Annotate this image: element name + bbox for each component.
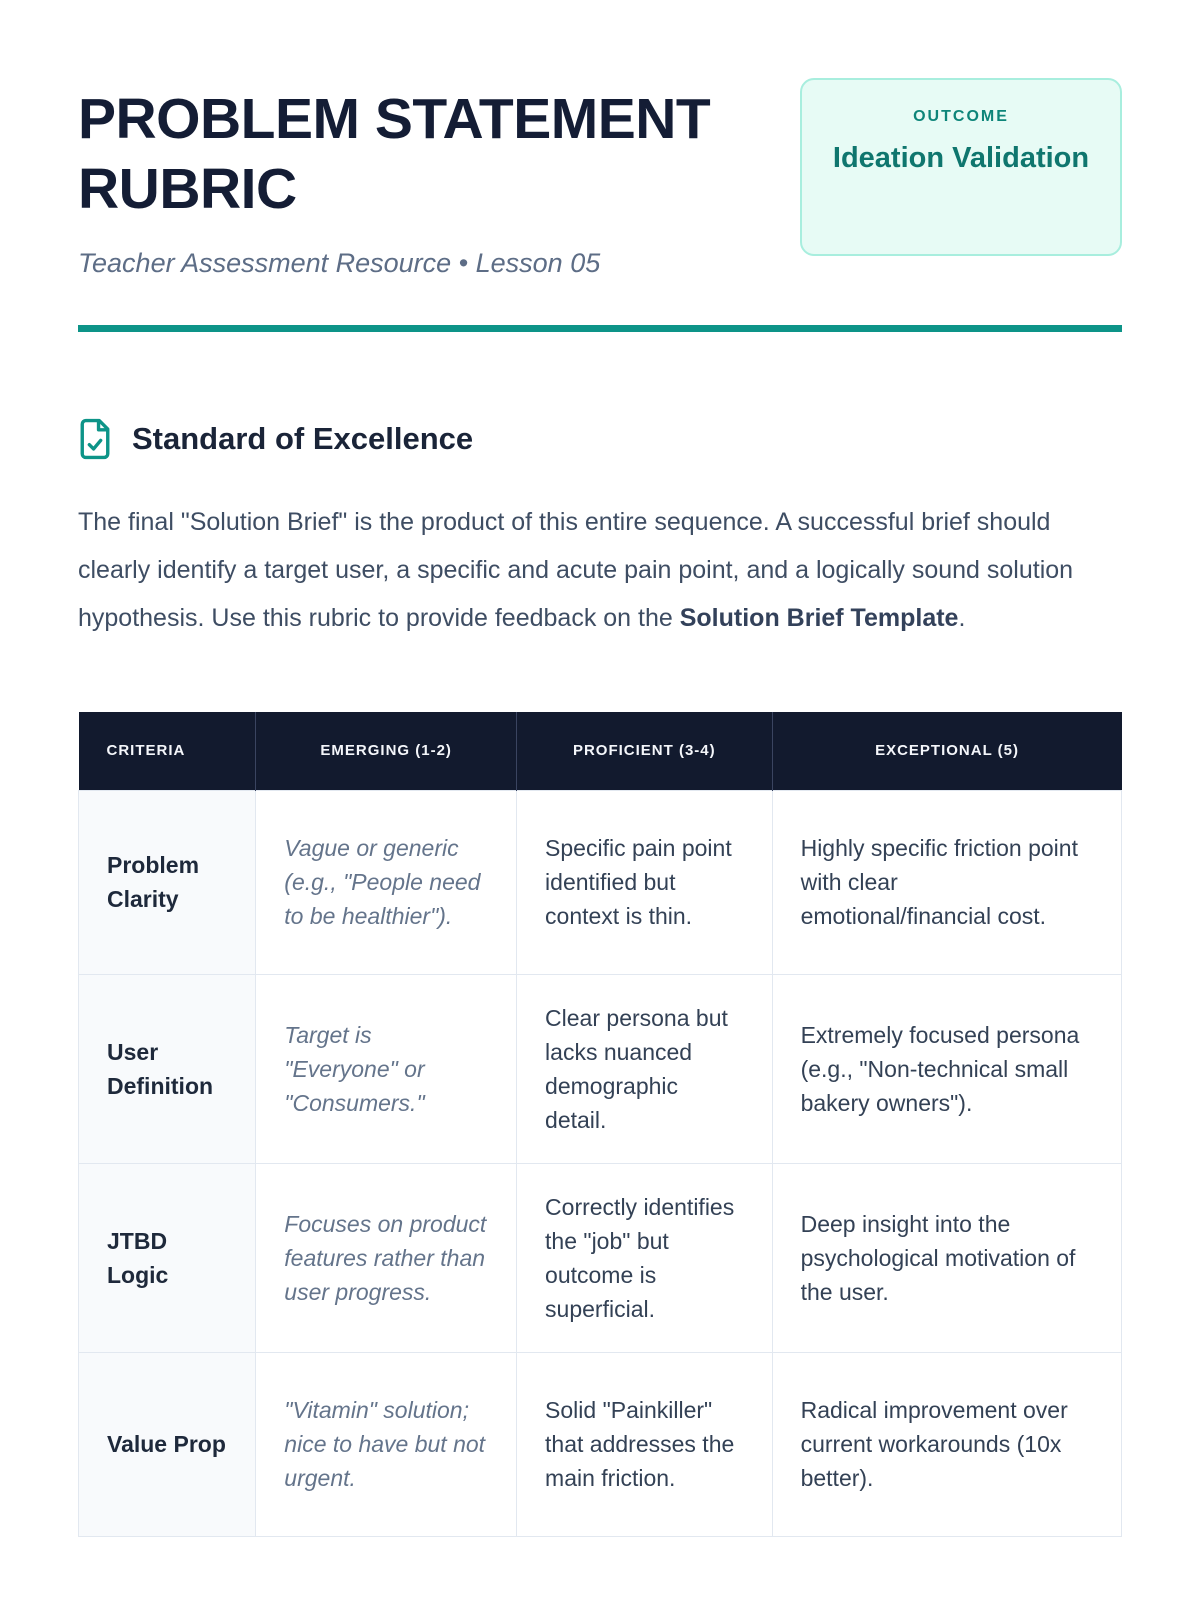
intro-bold-text: Solution Brief Template xyxy=(679,604,959,632)
exceptional-cell: Deep insight into the psychological motivation of the user. xyxy=(772,1163,1121,1352)
emerging-cell: Target is "Everyone" or "Consumers." xyxy=(256,974,517,1163)
intro-paragraph xyxy=(78,498,1098,642)
exceptional-cell: Radical improvement over current workarounds (10x better). xyxy=(772,1352,1121,1536)
criteria-cell: Value Prop xyxy=(79,1352,256,1536)
outcome-badge-value: Ideation Validation xyxy=(832,142,1090,174)
page-subtitle: Teacher Assessment Resource • Lesson 05 xyxy=(78,248,601,278)
document-header xyxy=(78,84,1122,279)
divider-rule xyxy=(78,325,1122,332)
table-row-user-definition xyxy=(79,974,1122,1163)
proficient-cell: Clear persona but lacks nuanced demographic detail. xyxy=(517,974,773,1163)
section-heading xyxy=(78,418,1122,460)
table-row-jtbd-logic xyxy=(79,1163,1122,1352)
file-check-icon xyxy=(78,418,112,460)
column-header-criteria: CRITERIA xyxy=(79,712,256,790)
exceptional-cell: Extremely focused persona (e.g., "Non-technical small bakery owners"). xyxy=(772,974,1121,1163)
proficient-cell: Correctly identifies the "job" but outcome is superficial. xyxy=(517,1163,773,1352)
standard-of-excellence-section xyxy=(78,418,1122,642)
outcome-badge xyxy=(800,78,1122,256)
proficient-cell: Specific pain point identified but context is thin. xyxy=(517,790,773,974)
title-block xyxy=(78,84,778,279)
exceptional-cell: Highly specific friction point with clear emotional/financial cost. xyxy=(772,790,1121,974)
table-row-value-prop xyxy=(79,1352,1122,1536)
intro-text-end: . xyxy=(958,604,966,632)
header-row xyxy=(79,712,1122,790)
rubric-table xyxy=(78,712,1122,1537)
proficient-cell: Solid "Painkiller" that addresses the main friction. xyxy=(517,1352,773,1536)
column-header-emerging: EMERGING (1-2) xyxy=(256,712,517,790)
column-header-exceptional: EXCEPTIONAL (5) xyxy=(772,712,1121,790)
outcome-badge-label: OUTCOME xyxy=(913,108,1009,125)
emerging-cell: "Vitamin" solution; nice to have but not urgent. xyxy=(256,1352,517,1536)
criteria-cell: User Definition xyxy=(79,974,256,1163)
criteria-cell: JTBD Logic xyxy=(79,1163,256,1352)
rubric-table-header xyxy=(79,712,1122,790)
intro-text: The final "Solution Brief" is the product of this entire sequence. A successful brief should clearly identify a target user, a specific and acute pain point, and a logically sound solution hypothesis. Use this rubric to provide feedback on the xyxy=(78,508,1074,632)
criteria-cell: Problem Clarity xyxy=(79,790,256,974)
section-heading-text: Standard of Excellence xyxy=(132,421,474,456)
table-row-problem-clarity xyxy=(79,790,1122,974)
rubric-table-body xyxy=(79,790,1122,1536)
page-title: PROBLEM STATEMENT RUBRIC xyxy=(78,87,711,221)
emerging-cell: Focuses on product features rather than user progress. xyxy=(256,1163,517,1352)
emerging-cell: Vague or generic (e.g., "People need to be healthier"). xyxy=(256,790,517,974)
column-header-proficient: PROFICIENT (3-4) xyxy=(517,712,773,790)
